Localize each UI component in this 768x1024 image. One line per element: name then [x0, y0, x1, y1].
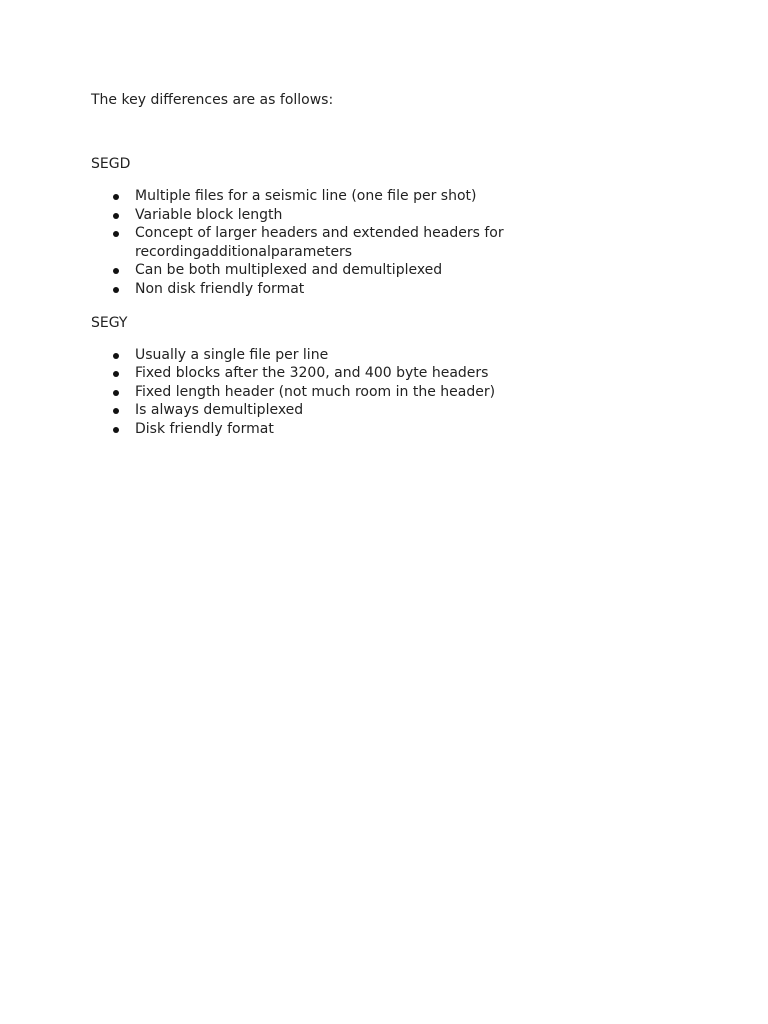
- list-item-text: Concept of larger headers and extended headers for recordingadditionalparameters: [135, 225, 504, 260]
- bullet-icon: [113, 231, 119, 237]
- document-page: [91, 90, 691, 439]
- list-item-text: Multiple files for a seismic line (one file per shot): [135, 188, 477, 204]
- bullet-icon: [113, 371, 119, 377]
- list-item: [91, 383, 515, 402]
- bullet-icon: [113, 408, 119, 414]
- list-item: [91, 420, 515, 439]
- list-item: [91, 261, 515, 280]
- bullet-icon: [113, 353, 119, 359]
- bullet-icon: [113, 194, 119, 200]
- list-item-text: Fixed length header (not much room in the header): [135, 383, 496, 400]
- bullet-icon: [113, 213, 119, 219]
- list-item-text: Disk friendly format: [135, 420, 274, 437]
- list-item-text: Is always demultiplexed: [135, 402, 304, 419]
- segy-list: [91, 346, 691, 439]
- list-item: [91, 401, 515, 420]
- list-item: [91, 280, 515, 299]
- segd-list: [91, 187, 691, 299]
- bullet-icon: [113, 268, 119, 274]
- bullet-icon: [113, 390, 119, 396]
- list-item: [91, 224, 515, 261]
- list-item: [91, 346, 515, 365]
- bullet-icon: [113, 427, 119, 433]
- list-item-text: Non disk friendly format: [135, 280, 305, 297]
- bullet-icon: [113, 287, 119, 293]
- section-heading-segy: SEGY: [91, 314, 128, 331]
- list-item-text: Variable block length: [135, 206, 283, 223]
- list-item: [91, 187, 515, 206]
- list-item-text: Fixed blocks after the 3200, and 400 byte headers: [135, 365, 489, 382]
- section-heading-segd: SEGD: [91, 156, 131, 172]
- list-item-text: Usually a single file per line: [135, 346, 329, 363]
- list-item-text: Can be both multiplexed and demultiplexed: [135, 262, 443, 279]
- intro-text: The key differences are as follows:: [91, 92, 334, 108]
- list-item: [91, 364, 515, 383]
- list-item: [91, 206, 515, 225]
